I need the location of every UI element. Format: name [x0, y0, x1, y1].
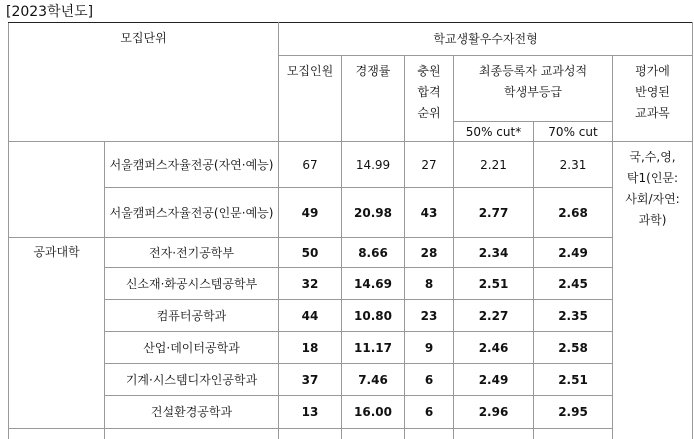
rank-value: 43 [405, 188, 454, 238]
cut50-value: 2.51 [454, 268, 534, 300]
cut70-value: 2.45 [534, 268, 613, 300]
quota-value: 50 [279, 238, 342, 268]
table-row-continuation [9, 429, 693, 439]
rank-value: 8 [405, 268, 454, 300]
rank-value: 23 [405, 300, 454, 332]
header-recruit-unit: 모집단위 [9, 23, 279, 142]
cut50-value: 2.21 [454, 142, 534, 188]
header-reflected-subjects: 평가에 반영된 교과목 [613, 56, 693, 142]
ratio-value: 8.66 [342, 238, 405, 268]
table-row [9, 188, 693, 238]
college-group [9, 142, 105, 238]
empty-cell [279, 429, 342, 439]
table-row [9, 142, 693, 188]
empty-cell [9, 429, 105, 439]
cut50-value: 2.34 [454, 238, 534, 268]
ratio-value: 16.00 [342, 396, 405, 429]
reflected-subjects: 국,수,영, 탁1(인문: 사회/자연: 과학) [613, 142, 693, 439]
ratio-value: 7.46 [342, 364, 405, 396]
empty-cell [454, 429, 534, 439]
cut50-value: 2.46 [454, 332, 534, 364]
ratio-value: 14.99 [342, 142, 405, 188]
quota-value: 18 [279, 332, 342, 364]
cut70-value: 2.35 [534, 300, 613, 332]
major-name: 컴퓨터공학과 [105, 300, 279, 332]
major-name: 서울캠퍼스자율전공(자연·예능) [105, 142, 279, 188]
quota-value: 13 [279, 396, 342, 429]
empty-cell [534, 429, 613, 439]
header-waitlist-rank: 충원 합격 순위 [405, 56, 454, 142]
cut70-value: 2.51 [534, 364, 613, 396]
college-group: 공과대학 [9, 238, 105, 429]
quota-value: 32 [279, 268, 342, 300]
table-row [9, 238, 693, 268]
cut70-value: 2.58 [534, 332, 613, 364]
ratio-value: 11.17 [342, 332, 405, 364]
cut70-value: 2.68 [534, 188, 613, 238]
quota-value: 49 [279, 188, 342, 238]
major-name: 산업·데이터공학과 [105, 332, 279, 364]
cut50-value: 2.27 [454, 300, 534, 332]
empty-cell [105, 429, 279, 439]
major-name: 신소재·화공시스템공학부 [105, 268, 279, 300]
header-cut-70: 70% cut [534, 122, 613, 142]
header-quota: 모집인원 [279, 56, 342, 142]
quota-value: 67 [279, 142, 342, 188]
quota-value: 44 [279, 300, 342, 332]
ratio-value: 10.80 [342, 300, 405, 332]
cut50-value: 2.49 [454, 364, 534, 396]
cut70-value: 2.31 [534, 142, 613, 188]
year-label: [2023학년도] [6, 4, 94, 20]
cut70-value: 2.49 [534, 238, 613, 268]
ratio-value: 20.98 [342, 188, 405, 238]
admissions-table [8, 22, 693, 439]
empty-cell [342, 429, 405, 439]
empty-cell [405, 429, 454, 439]
table-row [9, 332, 693, 364]
table-row [9, 300, 693, 332]
rank-value: 9 [405, 332, 454, 364]
major-name: 기계·시스템디자인공학과 [105, 364, 279, 396]
rank-value: 6 [405, 364, 454, 396]
cut50-value: 2.77 [454, 188, 534, 238]
major-name: 건설환경공학과 [105, 396, 279, 429]
cut70-value: 2.95 [534, 396, 613, 429]
major-name: 서울캠퍼스자율전공(인문·예능) [105, 188, 279, 238]
header-cut-50: 50% cut* [454, 122, 534, 142]
quota-value: 37 [279, 364, 342, 396]
rank-value: 27 [405, 142, 454, 188]
header-competition-ratio: 경쟁률 [342, 56, 405, 142]
ratio-value: 14.69 [342, 268, 405, 300]
rank-value: 28 [405, 238, 454, 268]
table-row [9, 396, 693, 429]
major-name: 전자·전기공학부 [105, 238, 279, 268]
table-row [9, 268, 693, 300]
header-track: 학교생활우수자전형 [279, 23, 693, 56]
cut50-value: 2.96 [454, 396, 534, 429]
header-grade-group: 최종등록자 교과성적 학생부등급 [454, 56, 613, 122]
table-row [9, 364, 693, 396]
rank-value: 6 [405, 396, 454, 429]
